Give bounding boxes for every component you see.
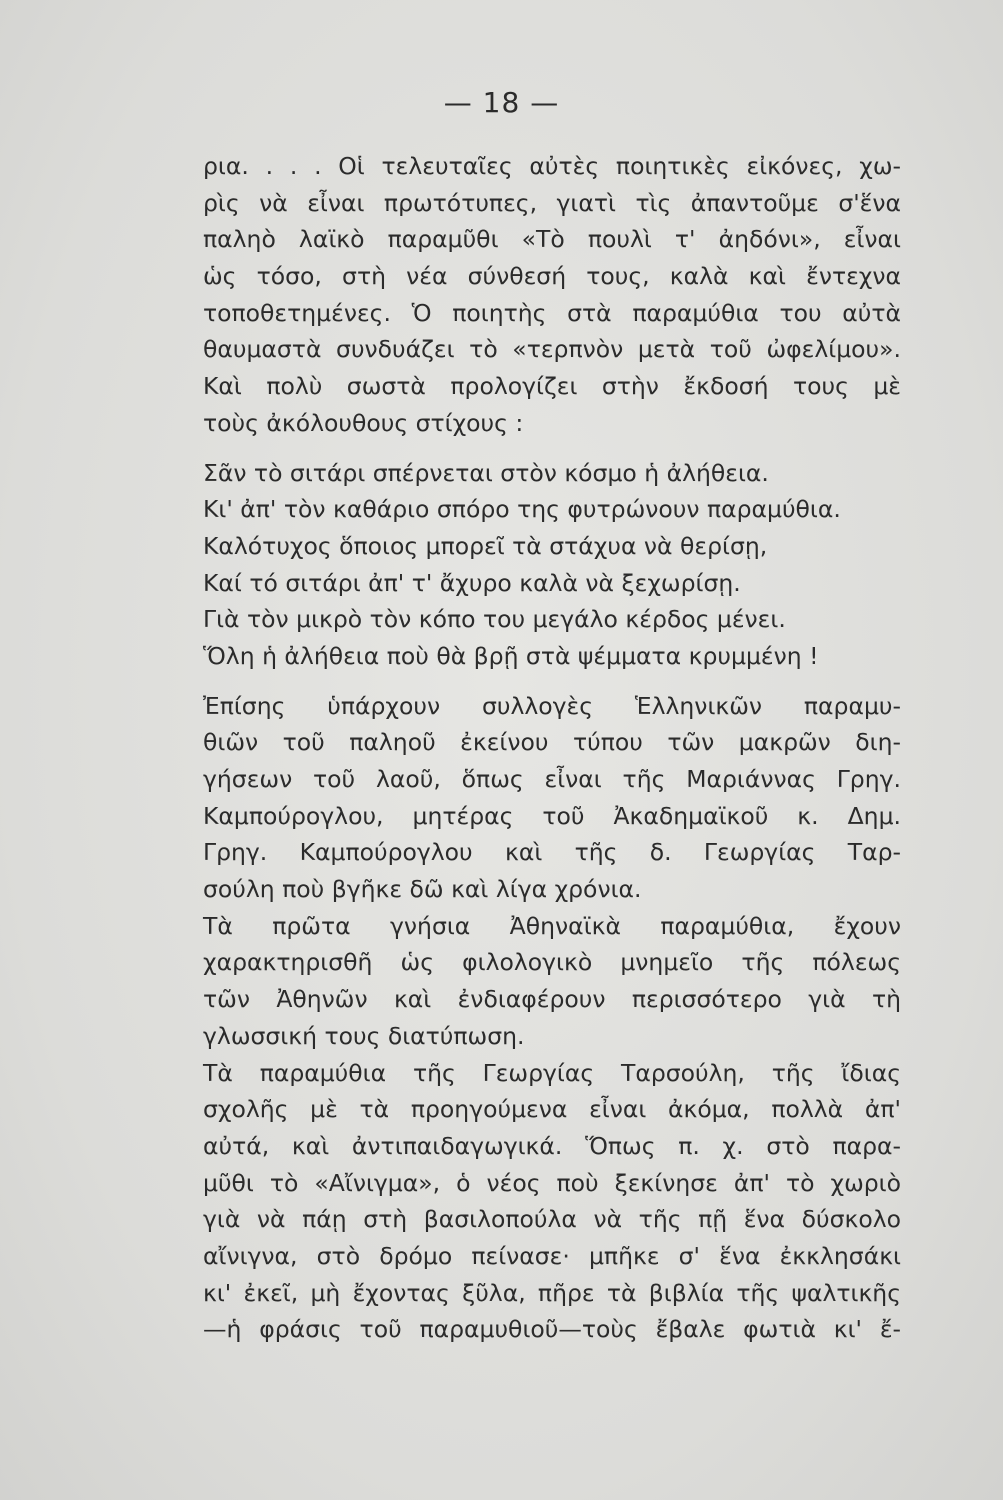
text-line: Καὶ πολὺ σωστὰ προλογίζει στὴν ἔκδοσή τους μὲ — [203, 372, 901, 401]
poem-line: Καί τό σιτάρι ἀπ' τ' ἄχυρο καλὰ νὰ ξεχωρίσῃ. — [203, 568, 741, 597]
text-line: σχολῆς μὲ τὰ προηγούμενα εἶναι ἀκόμα, πολλὰ ἀπ' — [203, 1095, 901, 1124]
poem-line: Κι' ἀπ' τὸν καθάριο σπόρο της φυτρώνουν παραμύθια. — [203, 495, 841, 524]
body-text — [203, 148, 901, 1348]
text-line: —ἡ φράσις τοῦ παραμυθιοῦ—τοὺς ἔβαλε φωτιὰ κι' ἔ- — [203, 1315, 901, 1344]
text-line: μῦθι τὸ «Αἴνιγμα», ὁ νέος ποὺ ξεκίνησε ἀπ' τὸ χωριὸ — [203, 1168, 901, 1197]
text-line: Τὰ πρῶτα γνήσια Ἀθηναϊκὰ παραμύθια, ἔχουν — [203, 911, 901, 940]
text-line: Τὰ παραμύθια τῆς Γεωργίας Ταρσούλη, τῆς ἴδιας — [203, 1058, 901, 1087]
poem-line: Σᾶν τὸ σιτάρι σπέρνεται στὸν κόσμο ἡ ἀλήθεια. — [203, 458, 769, 487]
text-line: σούλη ποὺ βγῆκε δῶ καὶ λίγα χρόνια. — [203, 875, 642, 904]
text-line: παληὸ λαϊκὸ παραμῦθι «Τὸ πουλὶ τ' ἀηδόνι», εἶναι — [203, 225, 901, 254]
text-line: τοποθετημένες. Ὁ ποιητὴς στὰ παραμύθια του αὐτὰ — [203, 298, 901, 327]
text-line: ρια. . . . Οἱ τελευταῖες αὐτὲς ποιητικὲς εἰκόνες, χω- — [203, 152, 901, 180]
paragraph-1 — [203, 148, 901, 442]
page-number: — 18 — — [443, 86, 560, 119]
poem-line: Καλότυχος ὅποιος μπορεῖ τὰ στάχυα νὰ θερίσῃ, — [203, 531, 768, 560]
text-line: Καμπούρογλου, μητέρας τοῦ Ἀκαδημαϊκοῦ κ. Δημ. — [203, 801, 901, 830]
text-line: τοὺς ἀκόλουθους στίχους : — [203, 408, 524, 437]
text-line: γιὰ νὰ πάῃ στὴ βασιλοπούλα νὰ τῆς πῇ ἕνα δύσκολο — [203, 1205, 901, 1234]
text-line: ὡς τόσο, στὴ νέα σύνθεσή τους, καλὰ καὶ ἔντεχνα — [203, 262, 901, 291]
text-line: χαρακτηρισθῆ ὡς φιλολογικὸ μνημεῖο τῆς πόλεως — [203, 948, 901, 977]
text-line: κι' ἐκεῖ, μὴ ἔχοντας ξῦλα, πῆρε τὰ βιβλία τῆς ψαλτικῆς — [203, 1278, 901, 1307]
text-line: Ἐπίσης ὑπάρχουν συλλογὲς Ἑλληνικῶν παραμυ- — [203, 691, 901, 720]
text-line: ρὶς νὰ εἶναι πρωτότυπες, γιατὶ τὶς ἀπαντοῦμε σ'ἕνα — [203, 188, 901, 217]
poem-line: Ὅλη ἡ ἀλήθεια ποὺ θὰ βρῇ στὰ ψέμματα κρυμμένη ! — [203, 641, 819, 670]
text-line: τῶν Ἀθηνῶν καὶ ἐνδιαφέρουν περισσότερο γιὰ τὴ — [203, 985, 901, 1014]
text-line: αἴνιγνα, στὸ δρόμο πείνασε· μπῆκε σ' ἕνα ἐκκλησάκι — [203, 1241, 901, 1270]
text-line: γήσεων τοῦ λαοῦ, ὅπως εἶναι τῆς Μαριάννας Γρηγ. — [203, 765, 901, 793]
text-line: θαυμαστὰ συνδυάζει τὸ «τερπνὸν μετὰ τοῦ ὠφελίμου». — [203, 335, 901, 364]
text-line: Γρηγ. Καμπούρογλου καὶ τῆς δ. Γεωργίας Ταρ- — [203, 838, 901, 867]
paragraph-3 — [203, 908, 901, 1055]
text-line: γλωσσική τους διατύπωση. — [203, 1021, 525, 1050]
paragraph-4 — [203, 1055, 901, 1349]
poem-line: Γιὰ τὸν μικρὸ τὸν κόπο του μεγάλο κέρδος μένει. — [203, 605, 786, 634]
poem — [203, 455, 901, 675]
text-line: αὐτά, καὶ ἀντιπαιδαγωγικά. Ὅπως π. χ. στὸ παρα- — [203, 1131, 901, 1160]
paragraph-2 — [203, 688, 901, 908]
text-line: θιῶν τοῦ παληοῦ ἐκείνου τύπου τῶν μακρῶν διη- — [203, 728, 901, 757]
